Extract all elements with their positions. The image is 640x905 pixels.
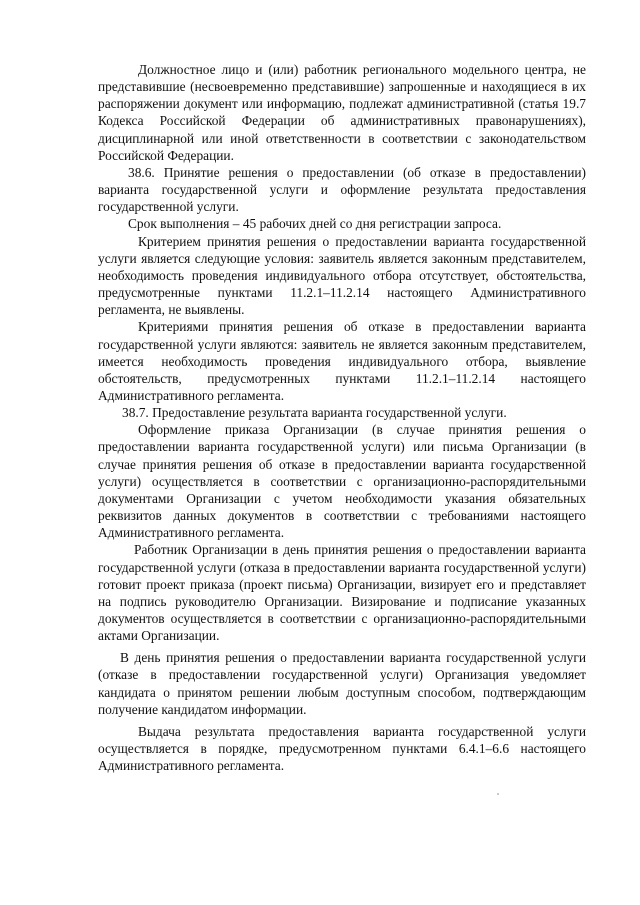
paragraph-order-formatting: Оформление приказа Организации (в случае принятия решения о предоставлении варианта государственной услуги) или письма Организации (в случае принятия решения об отказе в предоставлении варианта государственной услуги) осуществляется в соответствии с организационно-распорядительными документами Организации с учетом необходимости указания обязательных реквизитов данных документов в соответствии с требованиями настоящего Административного регламента. bbox=[98, 422, 586, 541]
document-page bbox=[98, 61, 586, 774]
paragraph-refusal-criteria: Критериями принятия решения об отказе в предоставлении варианта государственной услуги являются: заявитель не является законным представителем, имеется необходимость проведения индивидуального отбора, выявление обстоятельств, предусмотренных пунктами 11.2.1–11.2.14 настоящего Административного регламента. bbox=[98, 319, 586, 403]
paragraph-responsibility: Должностное лицо и (или) работник регионального модельного центра, не представившие (несвоевременно представившие) запрошенные и находящиеся в их распоряжении документ или информацию, подлежат административной (статья 19.7 Кодекса Российской Федерации об административных правонарушениях), дисциплинарной или иной ответственности в соответствии с законодательством Российской Федерации. bbox=[98, 62, 586, 163]
paragraph-deadline: Срок выполнения – 45 рабочих дней со дня регистрации запроса. bbox=[128, 216, 502, 232]
scan-speck bbox=[497, 793, 499, 795]
paragraph-employee-actions: Работник Организации в день принятия решения о предоставлении варианта государственной услуги (отказа в предоставлении варианта государственной услуги) готовит проект приказа (проект письма) Организации, визирует его и представляет на подпись руководителю Организации. Визирование и подписание указанных документов осуществляется в соответствии с организационно-распорядительными актами Организации. bbox=[98, 542, 586, 644]
paragraph-section-38-7-heading: 38.7. Предоставление результата варианта государственной услуги. bbox=[122, 405, 507, 421]
paragraph-approval-criteria: Критерием принятия решения о предоставлении варианта государственной услуги является следующие условия: заявитель является законным представителем, необходимость проведения индивидуального отбора отсутствует, обстоятельства, предусмотренные пунктами 11.2.1–11.2.14 настоящего Административного регламента, не выявлены. bbox=[98, 233, 586, 318]
paragraph-result-issuance: Выдача результата предоставления варианта государственной услуги осуществляется в порядке, предусмотренном пунктами 6.4.1–6.6 настоящего Административного регламента. bbox=[98, 723, 586, 774]
paragraph-section-38-6-heading: 38.6. Принятие решения о предоставлении (об отказе в предоставлении) варианта государственной услуги и оформление результата предоставления государственной услуги. bbox=[98, 164, 586, 215]
paragraph-candidate-notification: В день принятия решения о предоставлении варианта государственной услуги (отказе в предоставлении государственной услуги) Организация уведомляет кандидата о принятом решении любым доступным способом, подтверждающим получение кандидатом информации. bbox=[98, 650, 586, 717]
